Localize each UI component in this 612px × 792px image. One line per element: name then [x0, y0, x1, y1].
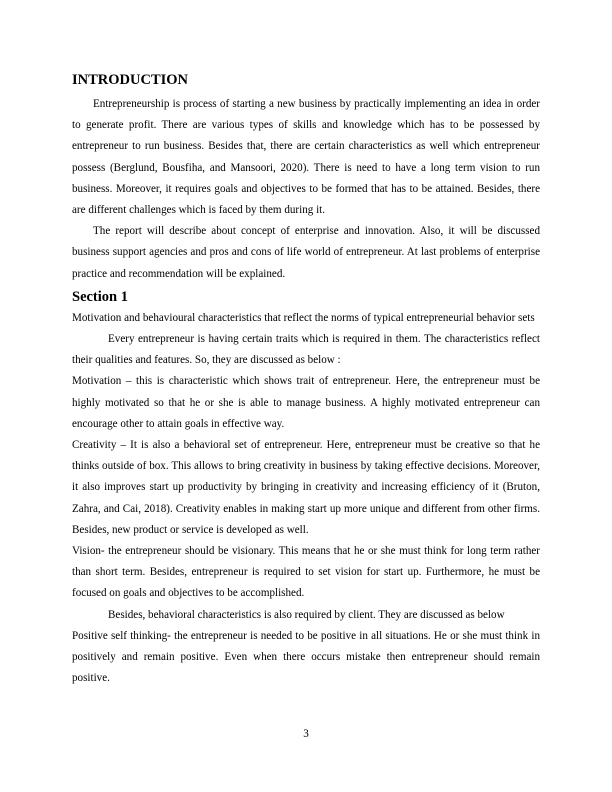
page-number: 3	[303, 728, 309, 740]
section-1-heading: Section 1	[72, 288, 128, 305]
section-1-subtitle: Motivation and behavioural characteristics that reflect the norms of typical entrepreneurial behavior sets	[72, 311, 535, 324]
vision-paragraph: Vision- the entrepreneur should be visionary. This means that he or she must think for long term rather than short term. Besides, entrepreneur is required to set vision for start up. Furthermore, he must be focused on goals and objectives to be accomplished.	[72, 545, 540, 600]
page-content	[72, 70, 540, 689]
introduction-heading: INTRODUCTION	[72, 72, 189, 88]
positive-thinking-paragraph: Positive self thinking- the entrepreneur is needed to be positive in all situations. He or she must think in positively and remain positive. Even when there occurs mistake then entrepreneur should remain positive.	[72, 629, 540, 685]
motivation-paragraph: Motivation – this is characteristic which shows trait of entrepreneur. Here, the entrepreneur must be highly motivated so that he or she is able to manage business. A highly motivated entrepreneur can encourage other to attain goals in effective way.	[72, 375, 540, 430]
behavioral-paragraph: Besides, behavioral characteristics is also required by client. They are discussed as below	[108, 608, 505, 621]
creativity-paragraph: Creativity – It is also a behavioral set of entrepreneur. Here, entrepreneur must be creative so that he thinks outside of box. This allows to bring creativity in business by taking effective decisions. Moreover, it also improves start up productivity by bringing in creativity and increasing efficiency of it (Bruton, Zahra, and Cai, 2018). Creativity enables in making start up more unique and different from other firms. Besides, new product or service is developed as well.	[72, 439, 540, 536]
intro-paragraph-1: Entrepreneurship is process of starting a new business by practically implementing an idea in order to generate profit. There are various types of skills and knowledge which has to be possessed by entrepreneur to run business. Besides that, there are certain characteristics as well which entrepreneur possess (Berglund, Bousfiha, and Mansoori, 2020). There is need to have a long term vision to run business. Moreover, it requires goals and objectives to be formed that has to be attained. Besides, there are different challenges which is faced by them during it.	[72, 98, 540, 217]
intro-paragraph-2: The report will describe about concept of enterprise and innovation. Also, it will be discussed business support agencies and pros and cons of life world of entrepreneur. At last problems of enterprise practice and recommendation will be explained.	[72, 225, 540, 280]
section-1-paragraph-traits: Every entrepreneur is having certain traits which is required in them. The characteristics reflect their qualities and features. So, they are discussed as below :	[72, 333, 540, 367]
